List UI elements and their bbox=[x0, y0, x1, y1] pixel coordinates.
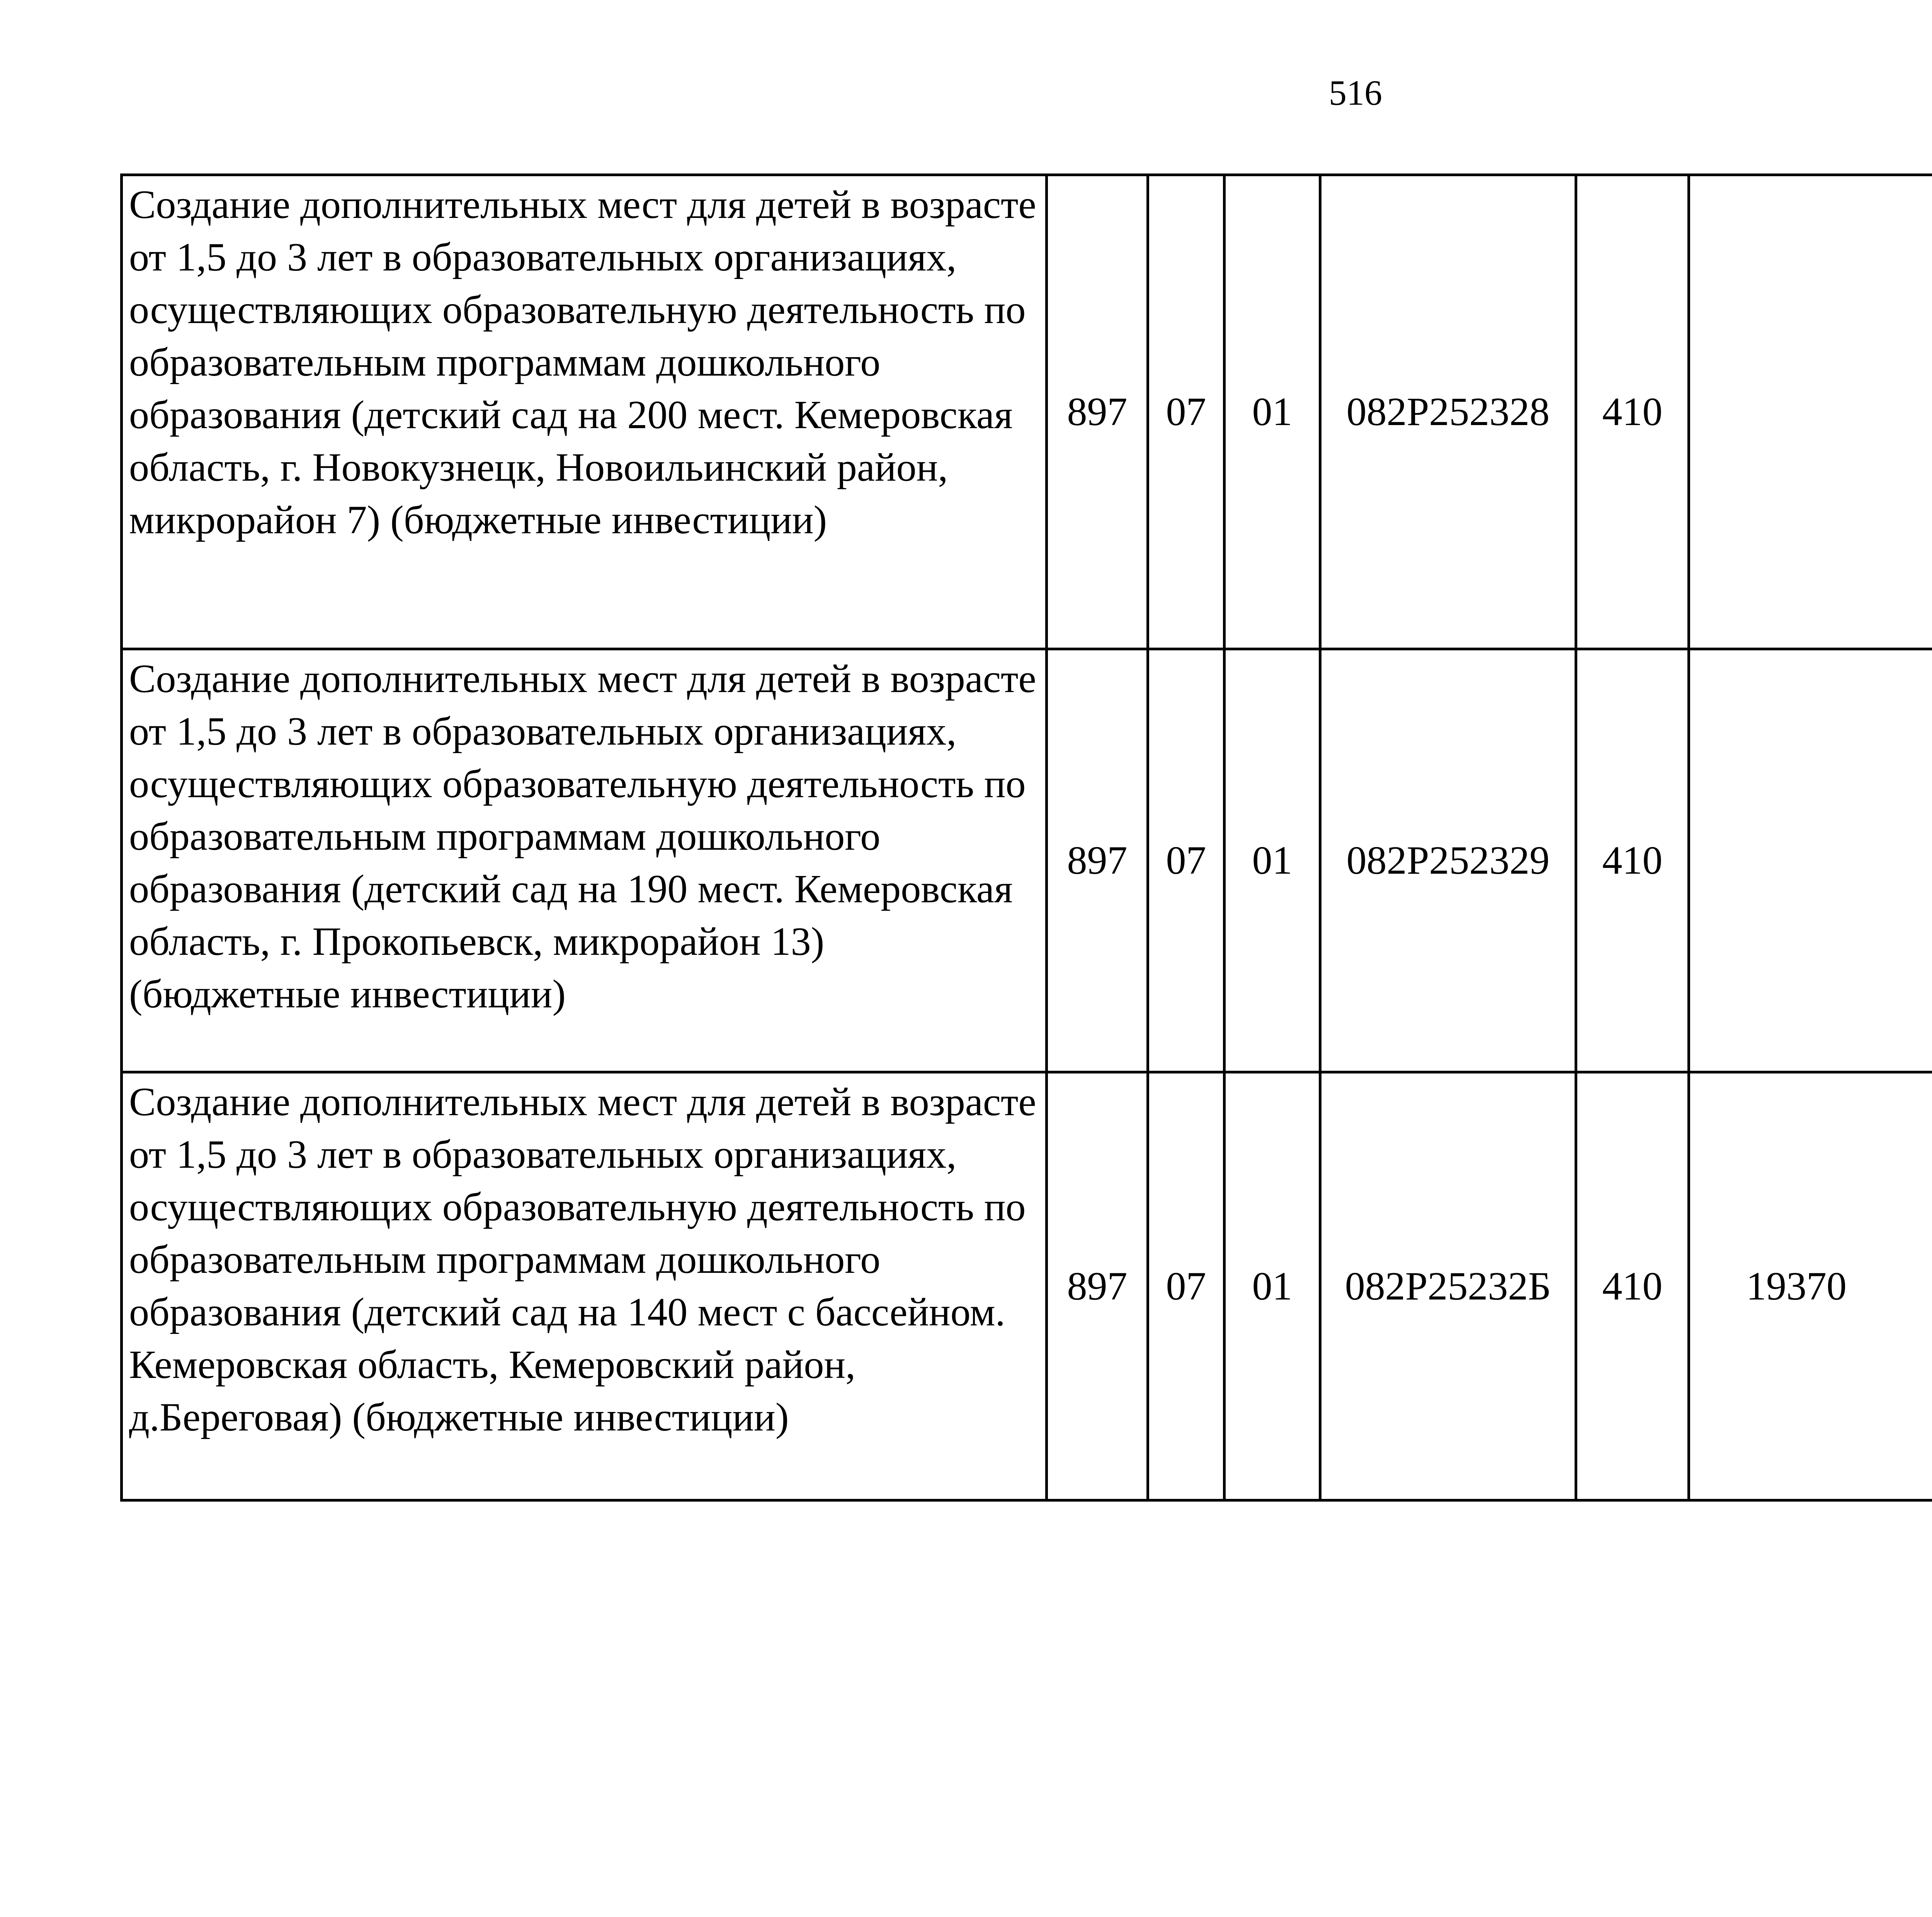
table-row bbox=[122, 649, 1932, 1072]
subsection-code: 01 bbox=[1225, 649, 1320, 1072]
table-row bbox=[122, 1072, 1932, 1500]
section-code: 07 bbox=[1148, 175, 1225, 649]
row-description: Создание дополнительных мест для детей в возрасте от 1,5 до 3 лет в образовательных организациях, осуществляющих образовательную деятельность по образовательным программам дошкольного образования (детский сад на 190 мест. Кемеровская область, г. Прокопьевск, микрорайон 13) (бюджетные инвестиции) bbox=[122, 649, 1047, 1072]
row-description: Создание дополнительных мест для детей в возрасте от 1,5 до 3 лет в образовательных организациях, осуществляющих образовательную деятельность по образовательным программам дошкольного образования (детский сад на 200 мест. Кемеровская область, г. Новокузнецк, Новоильинский район, микрорайон 7) (бюджетные инвестиции) bbox=[122, 175, 1047, 649]
ministry-code: 897 bbox=[1047, 649, 1148, 1072]
budget-table bbox=[120, 173, 1932, 1502]
amount-1: 19370 bbox=[1746, 1264, 1847, 1308]
expense-type-code: 410 bbox=[1576, 175, 1689, 649]
ministry-code: 897 bbox=[1047, 175, 1148, 649]
ministry-code: 897 bbox=[1047, 1072, 1148, 1500]
subsection-code: 01 bbox=[1225, 1072, 1320, 1500]
row-description: Создание дополнительных мест для детей в возрасте от 1,5 до 3 лет в образовательных организациях, осуществляющих образовательную деятельность по образовательным программам дошкольного образования (детский сад на 140 мест с бассейном. Кемеровская область, Кемеровский район, д.Береговая) (бюджетные инвестиции) bbox=[122, 1072, 1047, 1500]
target-article-code: 082P25232Б bbox=[1320, 1072, 1576, 1500]
amount-1-cell bbox=[1689, 1072, 1932, 1500]
target-article-code: 082P252328 bbox=[1320, 175, 1576, 649]
amount-1-cell bbox=[1689, 649, 1932, 1072]
section-code: 07 bbox=[1148, 1072, 1225, 1500]
section-code: 07 bbox=[1148, 649, 1225, 1072]
expense-type-code: 410 bbox=[1576, 649, 1689, 1072]
amount-1-cell bbox=[1689, 175, 1932, 649]
expense-type-code: 410 bbox=[1576, 1072, 1689, 1500]
target-article-code: 082P252329 bbox=[1320, 649, 1576, 1072]
subsection-code: 01 bbox=[1225, 175, 1320, 649]
page-number: 516 bbox=[1329, 73, 1382, 112]
table-row bbox=[122, 175, 1932, 649]
